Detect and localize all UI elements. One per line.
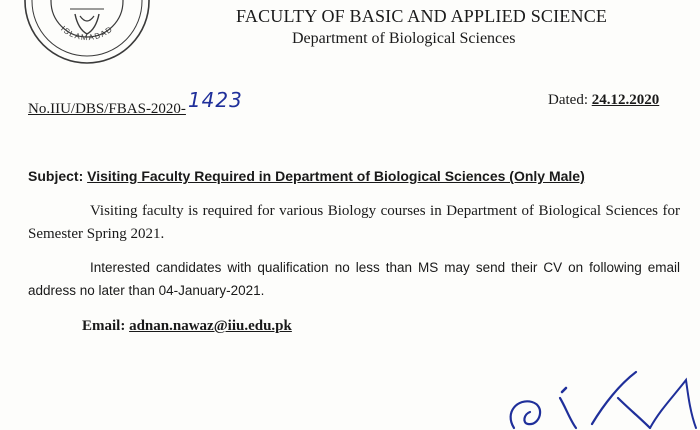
- reference-handwritten-number: 1423: [187, 88, 243, 112]
- email-line: [82, 318, 292, 335]
- seal-bottom-text: ISLAMABAD: [59, 24, 115, 43]
- signature-graphic: [500, 368, 700, 430]
- subject-line: [28, 168, 585, 184]
- seal-top-text: [20, 0, 139, 1]
- date-label: Dated:: [548, 92, 592, 108]
- reference-number: [28, 88, 243, 118]
- subject-label: Subject:: [28, 168, 88, 184]
- reference-prefix: No.IIU/DBS/FBAS-2020-: [28, 101, 186, 117]
- email-label: Email:: [82, 318, 130, 334]
- body-paragraph-2: Interested candidates with qualification no less than MS may send their CV on following email address no later than 04-January-2021.: [28, 260, 680, 298]
- email-link[interactable]: adnan.nawaz@iiu.edu.pk: [129, 318, 292, 334]
- faculty-heading: FACULTY OF BASIC AND APPLIED SCIENCE: [236, 6, 608, 26]
- subject-text: Visiting Faculty Required in Department of Biological Sciences (Only Male): [87, 168, 585, 184]
- seal-graphic: [20, 0, 154, 68]
- body-paragraph-1: Visiting faculty is required for various Biology courses in Department of Biological Sciences for Semester Spring 2021.: [28, 203, 680, 242]
- university-seal-icon: [20, 0, 154, 68]
- date-value: 24.12.2020: [591, 92, 660, 108]
- signature-icon: [500, 368, 700, 430]
- date-line: [548, 92, 659, 109]
- department-heading: Department of Biological Sciences: [292, 30, 516, 47]
